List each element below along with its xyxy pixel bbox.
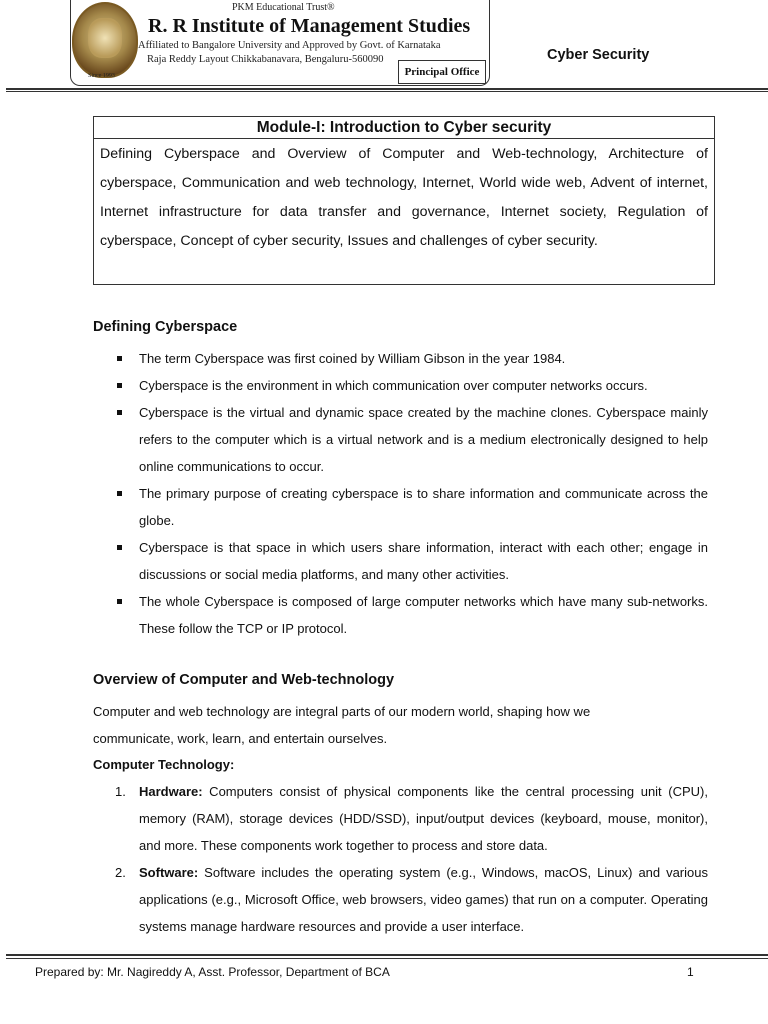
- computer-technology-list: [115, 778, 708, 940]
- overview-intro-paragraph: Computer and web technology are integral parts of our modern world, shaping how we communicate, work, learn, and entertain ourselves.: [93, 704, 591, 746]
- header-divider-thin: [6, 91, 768, 92]
- trust-name: PKM Educational Trust®: [232, 2, 335, 13]
- section-heading-defining-cyberspace: Defining Cyberspace: [93, 319, 238, 335]
- seal-since-text: Since 1993: [88, 73, 115, 79]
- bullet-square-icon: [117, 356, 122, 361]
- list-item: Cyberspace is that space in which users share information, interact with each other; engage in discussions or social media platforms, and many other activities.: [139, 534, 708, 588]
- list-item: 1. Hardware: Computers consist of physical components like the central processing unit (CPU), memory (RAM), storage devices (HDD/SSD), input/output devices (keyboard, mouse, monitor), and more. These components work together to process and store data.: [115, 784, 708, 853]
- principal-office-label: Principal Office: [398, 60, 486, 84]
- address-line: Raja Reddy Layout Chikkabanavara, Bengaluru-560090: [147, 54, 384, 65]
- list-item: Cyberspace is the environment in which communication over computer networks occurs.: [139, 372, 708, 399]
- list-item: The primary purpose of creating cyberspace is to share information and communicate across the globe.: [139, 480, 708, 534]
- computer-technology-subheading: Computer Technology:: [93, 757, 235, 772]
- course-title: Cyber Security: [547, 47, 650, 63]
- affiliation-line: Affiliated to Bangalore University and Approved by Govt. of Karnataka: [138, 40, 441, 51]
- bullet-square-icon: [117, 599, 122, 604]
- institute-seal-logo: [72, 2, 138, 78]
- footer-divider-thin: [6, 958, 768, 959]
- item-term: Software:: [139, 865, 199, 880]
- list-item: 2. Software: Software includes the operating system (e.g., Windows, macOS, Linux) and various applications (e.g., Microsoft Office, web browsers, video games) that run on a computer. Operating systems manage hardware resources and provide a user interface.: [115, 865, 708, 934]
- institute-name: R. R Institute of Management Studies: [148, 15, 471, 37]
- list-item: The whole Cyberspace is composed of large computer networks which have many sub-networks. These follow the TCP or IP protocol.: [139, 588, 708, 642]
- section-heading-overview: Overview of Computer and Web-technology: [93, 672, 395, 688]
- footer-divider: [6, 954, 768, 956]
- module-syllabus-box: [93, 116, 715, 285]
- module-description: Defining Cyberspace and Overview of Computer and Web-technology, Architecture of cyberspace, Communication and web technology, Internet, World wide web, Advent of internet, Internet infrastructure for data transfer and governance, Internet society, Regulation of cyberspace, Concept of cyber security, Issues and challenges of cyber security.: [100, 146, 708, 249]
- bullet-square-icon: [117, 383, 122, 388]
- item-term: Hardware:: [139, 784, 203, 799]
- bullet-square-icon: [117, 545, 122, 550]
- seal-emblem: [88, 18, 122, 58]
- footer-prepared-by: Prepared by: Mr. Nagireddy A, Asst. Professor, Department of BCA: [35, 965, 390, 979]
- page-number: 1: [687, 965, 694, 979]
- header-divider: [6, 88, 768, 90]
- bullet-square-icon: [117, 491, 122, 496]
- list-item: The term Cyberspace was first coined by William Gibson in the year 1984.: [139, 345, 708, 372]
- list-item: Cyberspace is the virtual and dynamic space created by the machine clones. Cyberspace mainly refers to the computer which is a virtual network and is a medium electronically designed to help online communications to occur.: [139, 399, 708, 480]
- cyberspace-bullet-list: [139, 345, 708, 642]
- module-title: Module-I: Introduction to Cyber security: [94, 117, 714, 139]
- bullet-square-icon: [117, 410, 122, 415]
